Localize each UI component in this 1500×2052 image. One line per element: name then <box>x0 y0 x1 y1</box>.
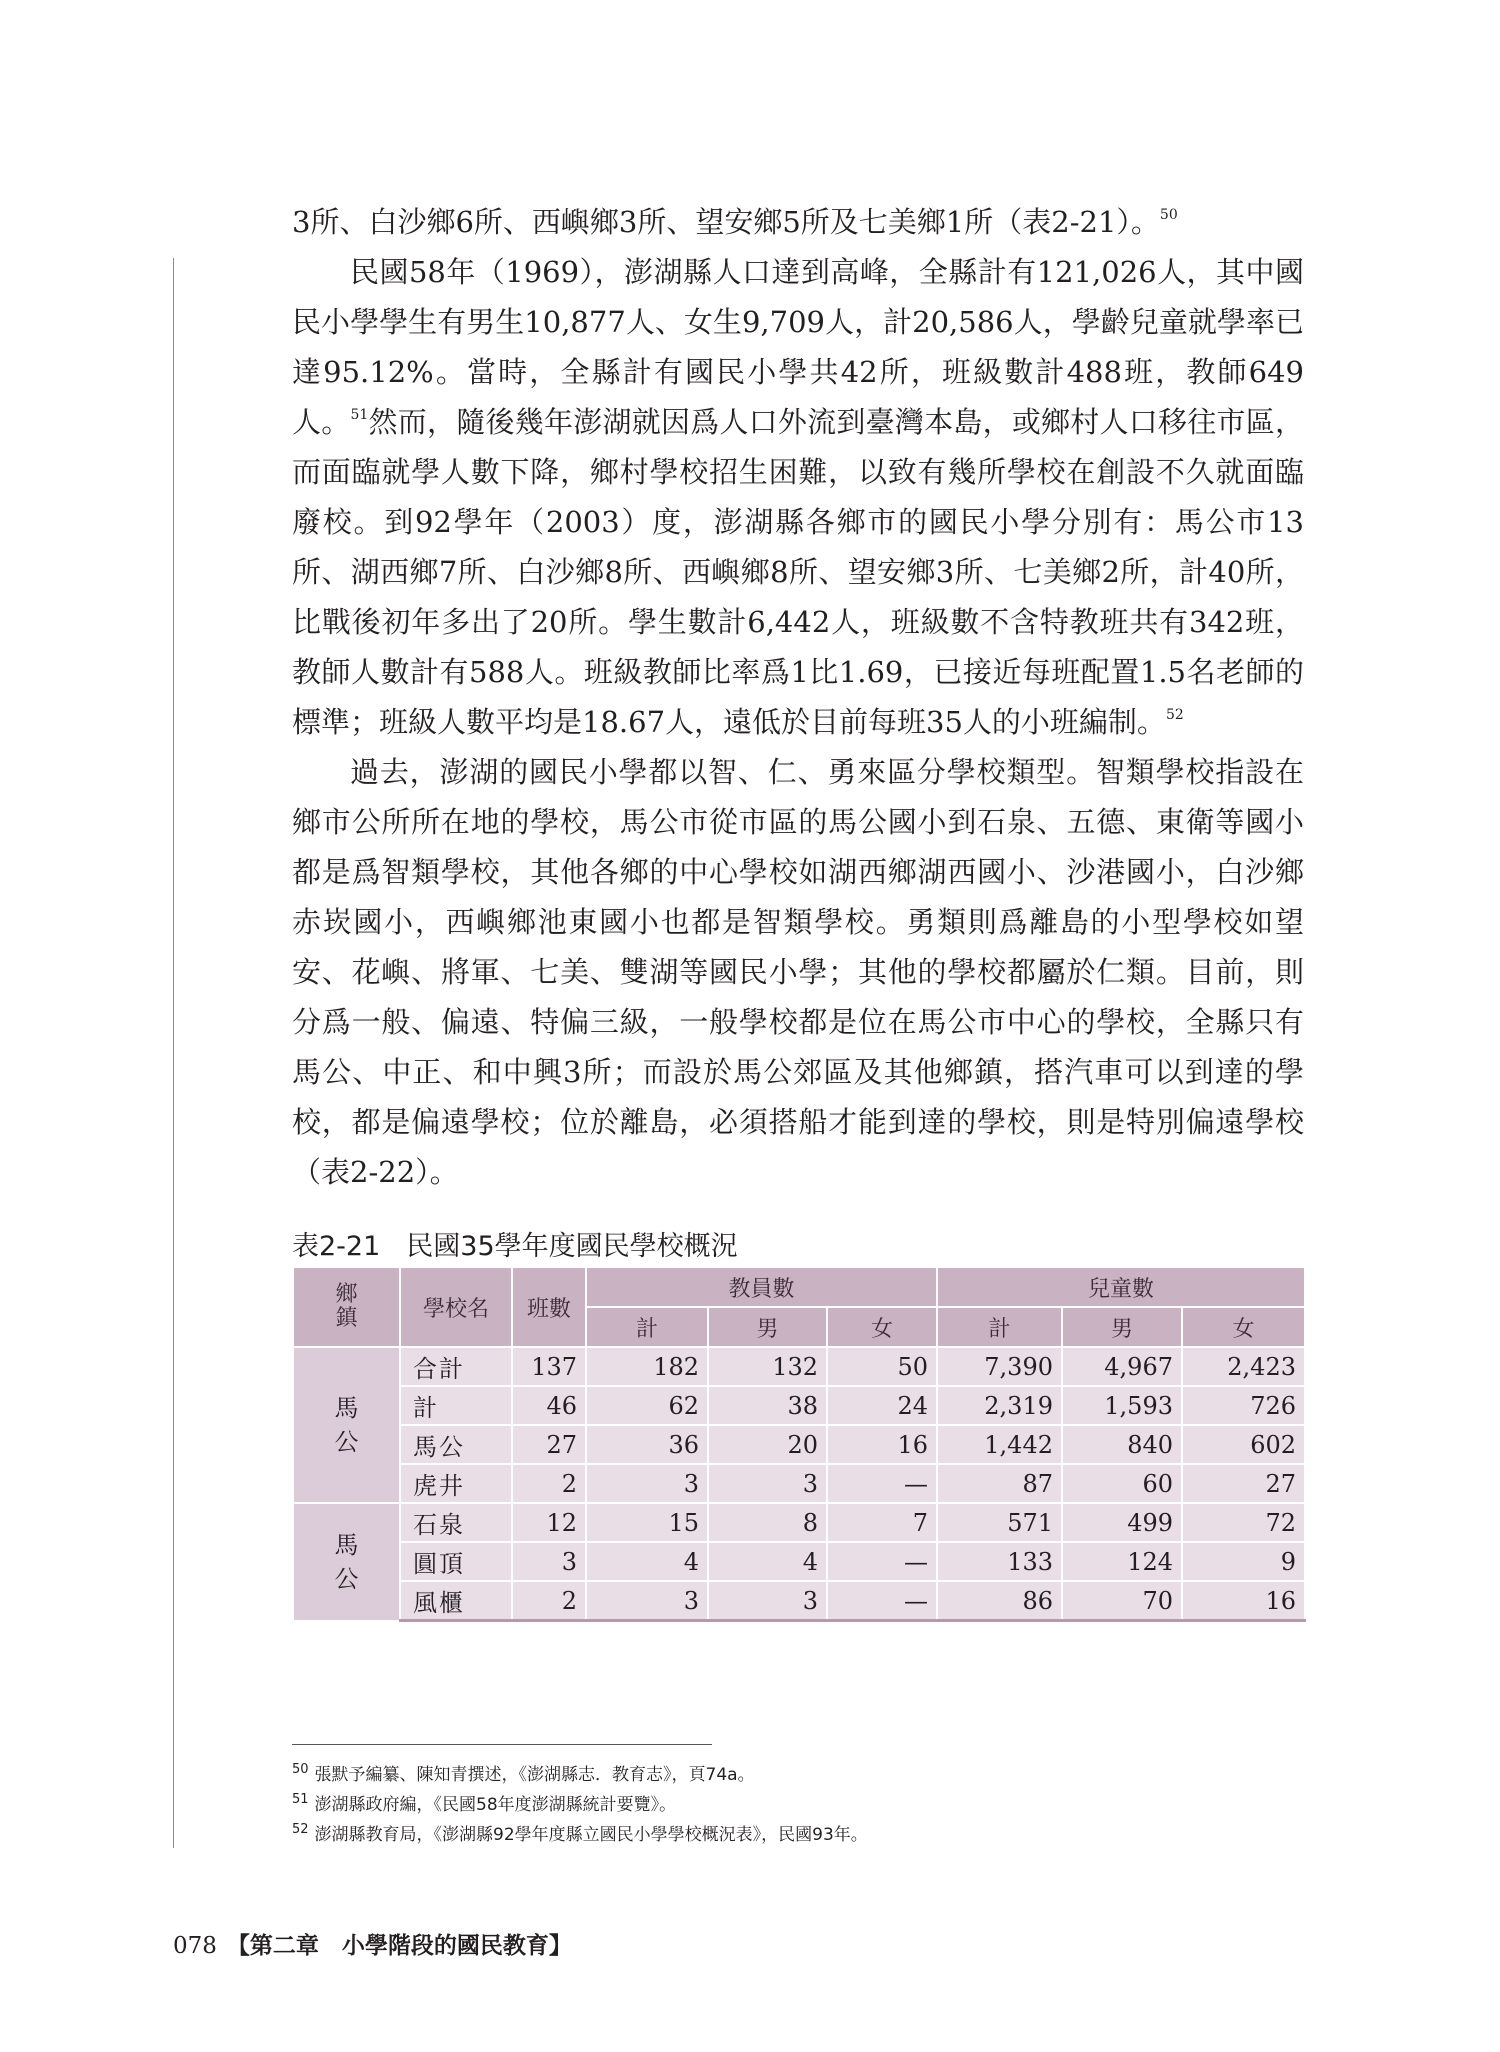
classes-cell: 27 <box>512 1425 586 1464</box>
chapter-title: 【第二章 小學階段的國民教育】 <box>226 1932 572 1959</box>
footnote-50 <box>292 1760 868 1790</box>
children-female-cell: 2,423 <box>1182 1347 1305 1386</box>
header-children-female: 女 <box>1182 1307 1305 1347</box>
school-cell: 圓頂 <box>400 1542 512 1581</box>
school-cell: 風櫃 <box>400 1581 512 1621</box>
classes-cell: 2 <box>512 1464 586 1503</box>
town-cell: 馬 公 <box>293 1347 400 1503</box>
footnote-number: 51 <box>292 1792 309 1807</box>
page-number: 078 <box>173 1933 217 1959</box>
teachers-female-cell: — <box>827 1581 937 1621</box>
teachers-male-cell: 132 <box>708 1347 827 1386</box>
table-title: 民國35學年度國民學校概況 <box>406 1231 738 1262</box>
footnote-number: 52 <box>292 1822 309 1837</box>
children-female-cell: 27 <box>1182 1464 1305 1503</box>
children-total-cell: 7,390 <box>937 1347 1062 1386</box>
children-male-cell: 60 <box>1062 1464 1182 1503</box>
teachers-total-cell: 3 <box>586 1464 708 1503</box>
teachers-total-cell: 4 <box>586 1542 708 1581</box>
school-table <box>292 1266 1306 1622</box>
town-cell: 馬 公 <box>293 1503 400 1621</box>
children-male-cell: 499 <box>1062 1503 1182 1542</box>
teachers-total-cell: 36 <box>586 1425 708 1464</box>
footnote-text: 澎湖縣教育局，《澎湖縣92學年度縣立國民小學學校概況表》，民國93年。 <box>314 1825 868 1845</box>
children-female-cell: 726 <box>1182 1386 1305 1425</box>
header-town: 鄉 鎮 <box>293 1267 400 1347</box>
teachers-total-cell: 3 <box>586 1581 708 1621</box>
children-male-cell: 1,593 <box>1062 1386 1182 1425</box>
paragraph-1 <box>292 247 1304 747</box>
children-total-cell: 133 <box>937 1542 1062 1581</box>
children-total-cell: 571 <box>937 1503 1062 1542</box>
paragraph-1-text-a: 民國58年（1969），澎湖縣人口達到高峰，全縣計有121,026人，其中國民小學學生有男生10,877人、女生9,709人，計20,586人，學齡兒童就學率已達95.12%。當時，全縣計有國民小學共42所，班級數計488班，教師649人。 <box>292 255 1304 439</box>
teachers-total-cell: 182 <box>586 1347 708 1386</box>
classes-cell: 12 <box>512 1503 586 1542</box>
footnote-51 <box>292 1790 868 1820</box>
classes-cell: 3 <box>512 1542 586 1581</box>
table-row <box>293 1581 1305 1621</box>
header-children: 兒童數 <box>937 1267 1305 1307</box>
school-cell: 合計 <box>400 1347 512 1386</box>
table-row <box>293 1425 1305 1464</box>
teachers-male-cell: 38 <box>708 1386 827 1425</box>
classes-cell: 137 <box>512 1347 586 1386</box>
classes-cell: 2 <box>512 1581 586 1621</box>
table-row <box>293 1542 1305 1581</box>
school-cell: 計 <box>400 1386 512 1425</box>
teachers-male-cell: 8 <box>708 1503 827 1542</box>
children-total-cell: 2,319 <box>937 1386 1062 1425</box>
paragraph-1-text-b: 然而，隨後幾年澎湖就因爲人口外流到臺灣本島，或鄉村人口移往市區，而面臨就學人數下降，鄉村學校招生困難，以致有幾所學校在創設不久就面臨廢校。到92學年（2003）度，澎湖縣各鄉市的國民小學分別有：馬公市13所、湖西鄉7所、白沙鄉8所、西嶼鄉8所、望安鄉3所、七美鄉2所，計40所，比戰後初年多出了20所。學生數計6,442人，班級數不含特教班共有342班，教師人數計有588人。班級教師比率爲1比1.69，已接近每班配置1.5名老師的標準；班級人數平均是18.67人，遠低於目前每班35人的小班編制。 <box>292 405 1304 739</box>
teachers-female-cell: 7 <box>827 1503 937 1542</box>
header-teachers-male: 男 <box>708 1307 827 1347</box>
table-number: 表2-21 <box>292 1231 381 1262</box>
teachers-male-cell: 20 <box>708 1425 827 1464</box>
school-cell: 虎井 <box>400 1464 512 1503</box>
paragraph-0 <box>292 197 1304 247</box>
teachers-female-cell: — <box>827 1464 937 1503</box>
header-children-total: 計 <box>937 1307 1062 1347</box>
header-children-male: 男 <box>1062 1307 1182 1347</box>
teachers-male-cell: 3 <box>708 1581 827 1621</box>
teachers-female-cell: 24 <box>827 1386 937 1425</box>
header-teachers: 教員數 <box>586 1267 937 1307</box>
children-male-cell: 4,967 <box>1062 1347 1182 1386</box>
children-total-cell: 1,442 <box>937 1425 1062 1464</box>
footnotes <box>292 1760 868 1850</box>
page-footer <box>173 1927 572 1960</box>
children-total-cell: 86 <box>937 1581 1062 1621</box>
classes-cell: 46 <box>512 1386 586 1425</box>
footnote-ref-52: 52 <box>1165 707 1184 723</box>
paragraph-0-text: 3所、白沙鄉6所、西嶼鄉3所、望安鄉5所及七美鄉1所（表2-21）。 <box>292 205 1160 239</box>
children-female-cell: 602 <box>1182 1425 1305 1464</box>
footnote-text: 澎湖縣政府編，《民國58年度澎湖縣統計要覽》。 <box>314 1795 677 1815</box>
margin-rule <box>173 258 174 1848</box>
footnote-text: 張默予編纂、陳知青撰述，《澎湖縣志．教育志》，頁74a。 <box>314 1765 755 1785</box>
table-caption <box>292 1224 738 1263</box>
teachers-female-cell: 50 <box>827 1347 937 1386</box>
footnote-ref-51: 51 <box>350 407 369 423</box>
teachers-male-cell: 4 <box>708 1542 827 1581</box>
children-female-cell: 72 <box>1182 1503 1305 1542</box>
paragraph-2: 過去，澎湖的國民小學都以智、仁、勇來區分學校類型。智類學校指設在鄉市公所所在地的學校，馬公市從市區的馬公國小到石泉、五德、東衛等國小都是爲智類學校，其他各鄉的中心學校如湖西鄉湖西國小、沙港國小，白沙鄉赤崁國小，西嶼鄉池東國小也都是智類學校。勇類則爲離島的小型學校如望安、花嶼、將軍、七美、雙湖等國民小學；其他的學校都屬於仁類。目前，則分爲一般、偏遠、特偏三級，一般學校都是位在馬公市中心的學校，全縣只有馬公、中正、和中興3所；而設於馬公郊區及其他鄉鎮，搭汽車可以到達的學校，都是偏遠學校；位於離島，必須搭船才能到達的學校，則是特別偏遠學校（表2-22）。 <box>292 755 1304 1189</box>
teachers-female-cell: 16 <box>827 1425 937 1464</box>
table-row <box>293 1464 1305 1503</box>
table-row <box>293 1503 1305 1542</box>
header-school: 學校名 <box>400 1267 512 1347</box>
footnote-52 <box>292 1820 868 1850</box>
teachers-male-cell: 3 <box>708 1464 827 1503</box>
children-female-cell: 9 <box>1182 1542 1305 1581</box>
header-teachers-female: 女 <box>827 1307 937 1347</box>
teachers-total-cell: 62 <box>586 1386 708 1425</box>
teachers-total-cell: 15 <box>586 1503 708 1542</box>
school-cell: 馬公 <box>400 1425 512 1464</box>
footnote-ref-50: 50 <box>1159 207 1178 223</box>
header-classes: 班數 <box>512 1267 586 1347</box>
body-text <box>292 197 1304 1197</box>
table-row <box>293 1347 1305 1386</box>
children-total-cell: 87 <box>937 1464 1062 1503</box>
children-male-cell: 840 <box>1062 1425 1182 1464</box>
footnote-number: 50 <box>292 1762 309 1777</box>
school-cell: 石泉 <box>400 1503 512 1542</box>
teachers-female-cell: — <box>827 1542 937 1581</box>
children-male-cell: 124 <box>1062 1542 1182 1581</box>
table-row <box>293 1386 1305 1425</box>
footnote-divider <box>292 1744 712 1745</box>
table-body <box>293 1347 1305 1621</box>
header-teachers-total: 計 <box>586 1307 708 1347</box>
children-female-cell: 16 <box>1182 1581 1305 1621</box>
children-male-cell: 70 <box>1062 1581 1182 1621</box>
